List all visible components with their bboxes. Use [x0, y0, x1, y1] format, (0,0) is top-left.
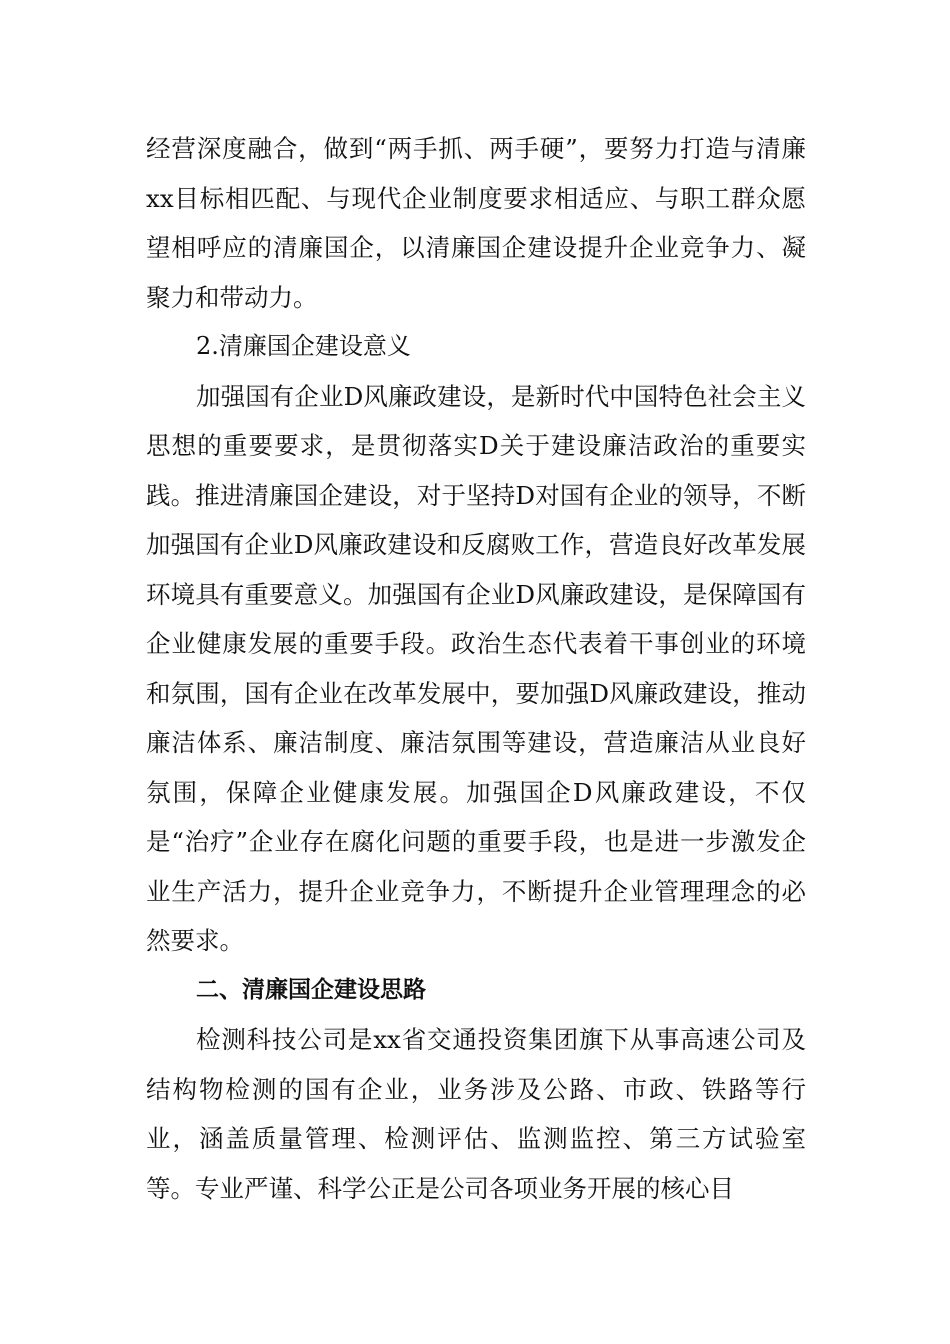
body-paragraph: 加强国有企业D风廉政建设，是新时代中国特色社会主义思想的重要要求，是贯彻落实D关于建设廉洁政治的重要实践。推进清廉国企建设，对于坚持D对国有企业的领导，不断加强国有企业D风廉政建设和反腐败工作，营造良好改革发展环境具有重要意义。加强国有企业D风廉政建设，是保障国有企业健康发展的重要手段。政治生态代表着干事创业的环境和氛围，国有企业在改革发展中，要加强D风廉政建设，推动廉洁体系、廉洁制度、廉洁氛围等建设，营造廉洁从业良好氛围，保障企业健康发展。加强国企D风廉政建设，不仅是“治疗”企业存在腐化问题的重要手段，也是进一步激发企业生产活力，提升企业竞争力，不断提升企业管理理念的必然要求。 [146, 381, 806, 955]
subheading: 2.清廉国企建设意义 [196, 332, 411, 360]
section-heading: 二、清廉国企建设思路 [196, 976, 426, 1003]
body-paragraph: 检测科技公司是xx省交通投资集团旗下从事高速公司及结构物检测的国有企业，业务涉及公路、市政、铁路等行业，涵盖质量管理、检测评估、监测监控、第三方试验室等。专业严谨、科学公正是公司各项业务开展的核心目 [146, 1025, 806, 1203]
document-body [146, 124, 806, 1213]
body-paragraph: 经营深度融合，做到“两手抓、两手硬”，要努力打造与清廉xx目标相匹配、与现代企业制度要求相适应、与职工群众愿望相呼应的清廉国企，以清廉国企建设提升企业竞争力、凝聚力和带动力。 [146, 134, 806, 312]
